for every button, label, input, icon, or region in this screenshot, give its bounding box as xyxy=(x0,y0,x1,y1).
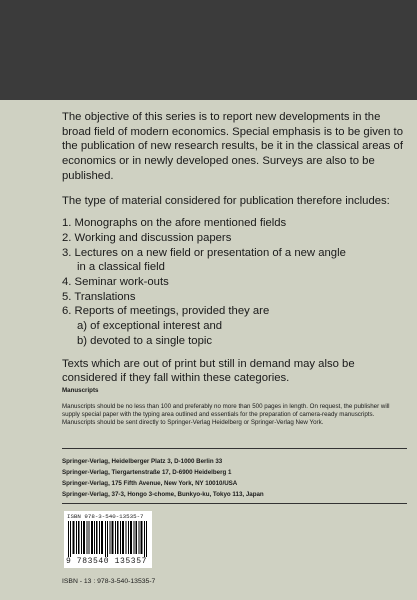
series-description xyxy=(62,110,407,386)
list-subitem: a) of exceptional interest and xyxy=(77,320,223,333)
address-line: Springer-Verlag, 175 Fifth Avenue, New York, NY 10010/USA xyxy=(62,480,238,488)
types-heading: The type of material considered for publication therefore includes: xyxy=(62,194,390,207)
divider-bottom xyxy=(62,503,407,504)
list-item: 4. Seminar work-outs xyxy=(62,276,169,289)
publisher-addresses xyxy=(62,456,407,500)
barcode xyxy=(64,511,152,568)
barcode-isbn-label: ISBN 978-3-540-13535-7 xyxy=(67,513,144,520)
address-line: Springer-Verlag, 37-3, Hongo 3-chome, Bunkyo-ku, Tokyo 113, Japan xyxy=(62,491,264,499)
list-item: 6. Reports of meetings, provided they are xyxy=(62,305,270,318)
address-line: Springer-Verlag, Tiergartenstraße 17, D-6900 Heidelberg 1 xyxy=(62,469,232,477)
top-dark-band xyxy=(0,0,417,100)
isbn-footer: ISBN - 13 : 978-3-540-13535-7 xyxy=(62,578,156,585)
out-of-print-paragraph: Texts which are out of print but still in demand may also be considered if they fall within these categories. xyxy=(62,357,355,385)
manuscripts-body: Manuscripts should be no less than 100 and preferably no more than 500 pages in length. On request, the publisher will supply special paper with the typing area outlined and essentials for the preparation of camera-ready manuscripts. Manuscripts should be sent directly to Springer-Verlag Heidelberg or Springer-Verlag New York. xyxy=(62,403,390,427)
address-line: Springer-Verlag, Heidelberger Platz 3, D-1000 Berlin 33 xyxy=(62,458,223,465)
list-item-continuation: in a classical field xyxy=(77,261,165,274)
barcode-bars-icon xyxy=(68,521,148,557)
list-subitem: b) devoted to a single topic xyxy=(77,334,213,347)
list-item: 1. Monographs on the afore mentioned fields xyxy=(62,217,287,230)
list-item: 5. Translations xyxy=(62,290,136,303)
list-item: 2. Working and discussion papers xyxy=(62,231,232,244)
intro-paragraph: The objective of this series is to report new developments in the broad field of modern economics. Special emphasis is to be given to the publication of new research results, be it in the classical areas of economics or in newly developed ones. Surveys are also to be published. xyxy=(62,111,403,182)
manuscripts-section xyxy=(62,387,407,428)
manuscripts-title: Manuscripts xyxy=(62,387,99,394)
divider-top xyxy=(62,448,407,449)
list-item: 3. Lectures on a new field or presentation of a new angle xyxy=(62,246,346,259)
barcode-digits: 9 783540 135357 xyxy=(66,557,148,566)
types-list xyxy=(62,216,407,348)
